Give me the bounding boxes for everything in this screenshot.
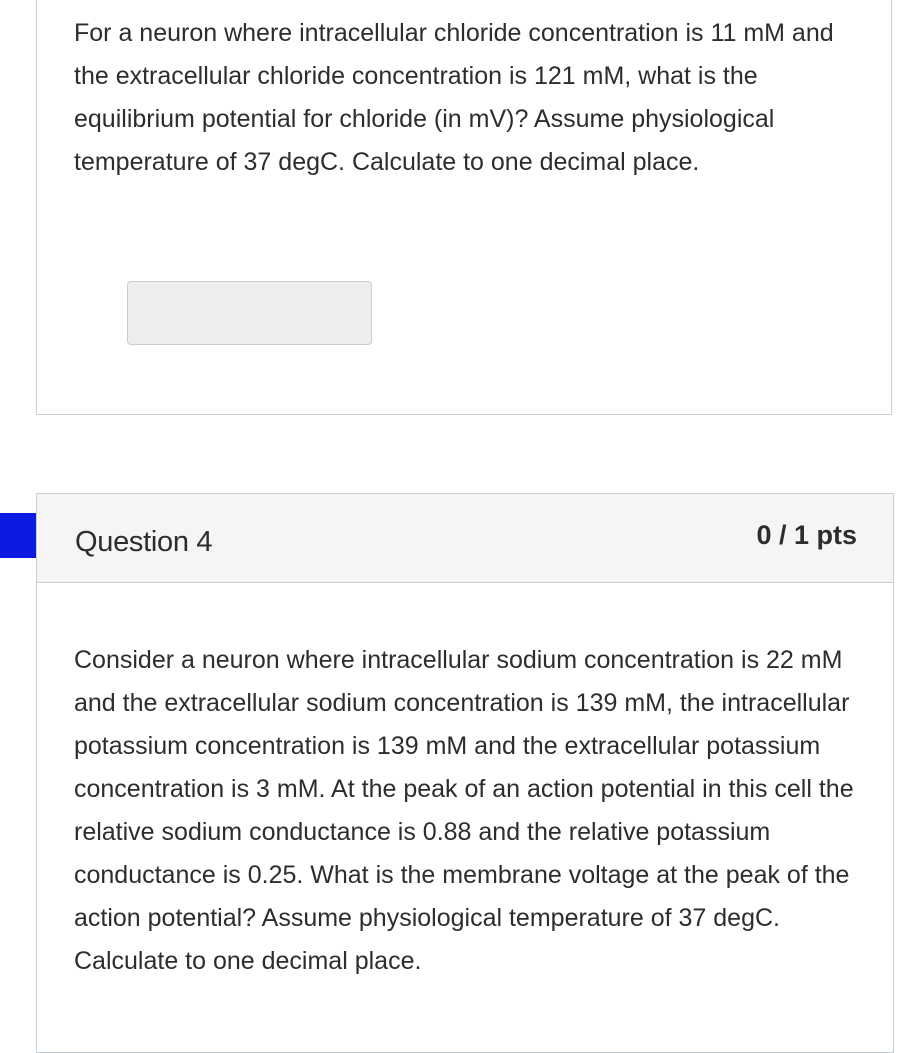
points-label: 0 / 1 pts bbox=[756, 520, 857, 550]
question-3-card bbox=[36, 0, 892, 415]
question-4-header bbox=[37, 494, 893, 583]
question-4-card bbox=[36, 493, 894, 1053]
question-title: Question 4 bbox=[75, 526, 213, 558]
question-4-text: Consider a neuron where intracellular sodium concentration is 22 mM and the extracellular sodium concentration is 139 mM, the intracellular potassium concentration is 139 mM and the extracellular potassium concentration is 3 mM. At the peak of an action potential in this cell the relative sodium conductance is 0.88 and the relative potassium conductance is 0.25. What is the membrane voltage at the peak of the action potential? Assume physiological temperature of 37 degC. Calculate to one decimal place. bbox=[74, 646, 854, 975]
answer-input[interactable] bbox=[127, 281, 372, 345]
question-3-text: For a neuron where intracellular chloride concentration is 11 mM and the extracellular chloride concentration is 121 mM, what is the equilibrium potential for chloride (in mV)? Assume physiological temperature of 37 degC. Calculate to one decimal place. bbox=[74, 19, 834, 176]
